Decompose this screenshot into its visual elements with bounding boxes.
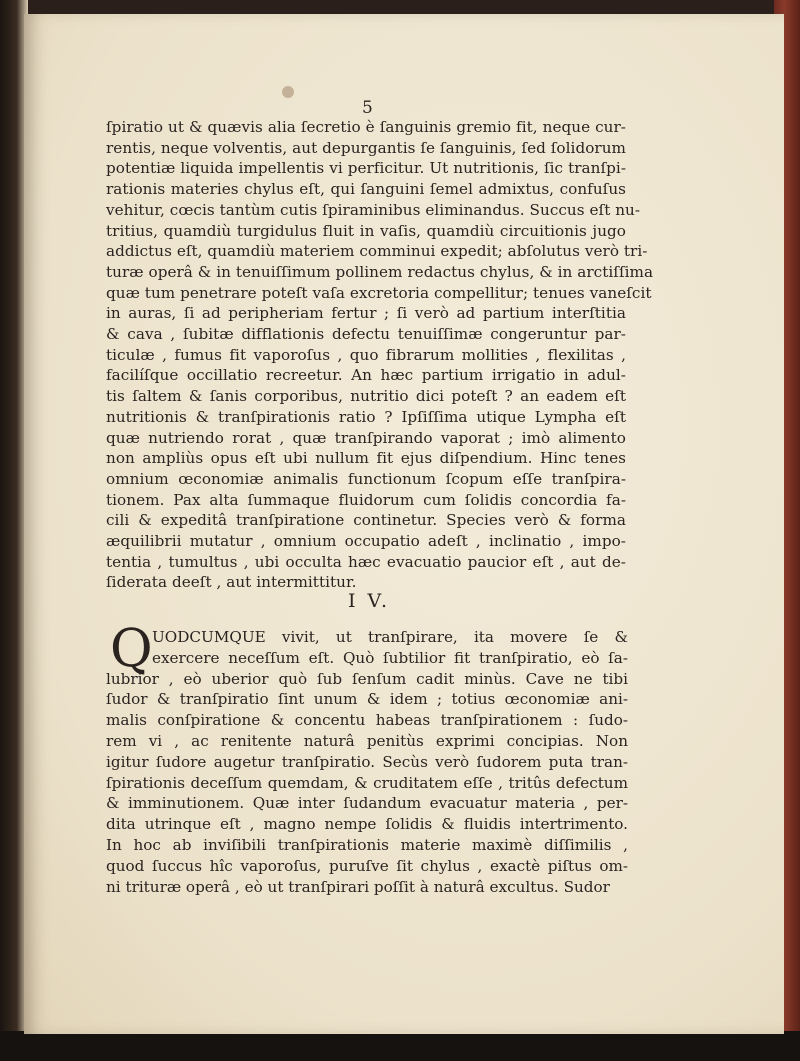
text-line: ſudor & tranſpiratio ſint unum & idem ; totius œconomiæ ani- — [106, 690, 628, 709]
text-line: ticulæ , fumus fit vaporoſus , quo fibrarum mollities , flexilitas , — [106, 345, 626, 364]
text-line: non ampliùs opus eſt ubi nullum fit ejus diſpendium. Hinc tenes — [106, 449, 626, 468]
text-line: quæ nutriendo rorat , quæ tranſpirando vaporat ; imò alimento — [106, 428, 626, 447]
text-line: & imminutionem. Quæ inter ſudandum evacuatur materia , per- — [106, 794, 628, 813]
paragraph-section-continued — [106, 117, 654, 593]
text-line: & cava , ſubitæ difflationis defectu tenuiſſimæ congeruntur par- — [106, 325, 626, 344]
text-line: tis ſaltem & ſanis corporibus, nutritio dici poteſt ? an eadem eſt — [106, 387, 626, 406]
text-line: in auras, ſi ad peripheriam fertur ; ſi verò ad partium interſtitia — [106, 304, 626, 323]
text-line: vehitur, cœcis tantùm cutis ſpiraminibus eliminandus. Succus eſt nu- — [106, 200, 641, 219]
text-line: UODCUMQUE vivit, ut tranſpirare, ita movere ſe & — [152, 628, 628, 646]
text-line: cili & expeditâ tranſpiratione continetur. Species verò & forma — [106, 511, 626, 530]
text-line: rentis, neque volventis, aut depurgantis ſe ſanguinis, ſed ſolidorum — [106, 138, 626, 157]
text-line: igitur ſudore augetur tranſpiratio. Secùs verò ſudorem puta tran- — [106, 752, 628, 771]
text-line: quod ſuccus hîc vaporoſus, puruſve ſit chylus , exactè piſtus om- — [106, 856, 628, 875]
text-line: exercere neceſſum eſt. Quò ſubtilior fit tranſpiratio, eò ſa- — [152, 648, 628, 667]
text-line: rationis materies chylus eſt, qui ſanguini ſemel admixtus, confuſus — [106, 180, 626, 199]
text-line: ni trituræ operâ , eò ut tranſpirari poſſit à naturâ excultus. Sudor — [106, 877, 610, 896]
text-line: tionem. Pax alta ſummaque fluidorum cum ſolidis concordia fa- — [106, 490, 626, 509]
text-line: ſpirationis deceſſum quemdam, & cruditatem eſſe , tritûs defectum — [106, 773, 628, 792]
text-line: In hoc ab inviſibili tranſpirationis materie maximè diſſimilis , — [106, 835, 628, 854]
text-line: tritius, quamdiù turgidulus fluit in vaſis, quamdiù circuitionis jugo — [106, 221, 626, 240]
text-line: turæ operâ & in tenuiſſimum pollinem redactus chylus, & in arctiſſima — [106, 262, 654, 281]
text-line: facilíſque occillatio recreetur. An hæc partium irrigatio in adul- — [106, 366, 626, 385]
paragraph-section-iv — [106, 619, 628, 897]
ink-stain — [282, 86, 294, 98]
page-number: 5 — [362, 98, 373, 118]
text-line: lubrior , eò uberior quò ſub ſenſum cadit minùs. Cave ne tibi — [106, 669, 628, 688]
background-bottom — [0, 1031, 800, 1061]
drop-cap: Q — [110, 619, 153, 679]
text-line: malis conſpiratione & concentu habeas tranſpirationem : ſudo- — [106, 711, 628, 730]
text-line: addictus eſt, quamdiù materiem comminui expedit; abſolutus verò tri- — [106, 242, 648, 261]
section-heading: I V. — [348, 590, 390, 612]
text-line: nutritionis & tranſpirationis ratio ? Ipſiſſima utique Lympha eſt — [106, 407, 626, 426]
text-line: tentia , tumultus , ubi occulta hæc evacuatio paucior eſt , aut de- — [106, 552, 626, 571]
text-line: quæ tum penetrare poteſt vaſa excretoria compellitur; tenues vaneſcit — [106, 283, 652, 302]
text-line: rem vi , ac renitente naturâ penitùs exprimi concipias. Non — [106, 731, 628, 750]
text-line: æquilibrii mutatur , omnium occupatio adeſt , inclinatio , impo- — [106, 532, 626, 551]
text-line: omnium œconomiæ animalis functionum ſcopum eſſe tranſpira- — [106, 469, 626, 488]
text-line: potentiæ liquida impellentis vi perficitur. Ut nutritionis, ſic tranſpi- — [106, 159, 626, 178]
text-line: ſiderata deeſt , aut intermittitur. — [106, 573, 357, 592]
text-line: dita utrinque eſt , magno nempe ſolidis & fluidis intertrimento. — [106, 815, 628, 834]
text-line: ſpiratio ut & quævis alia ſecretio è ſanguinis gremio fit, neque cur- — [106, 118, 626, 136]
